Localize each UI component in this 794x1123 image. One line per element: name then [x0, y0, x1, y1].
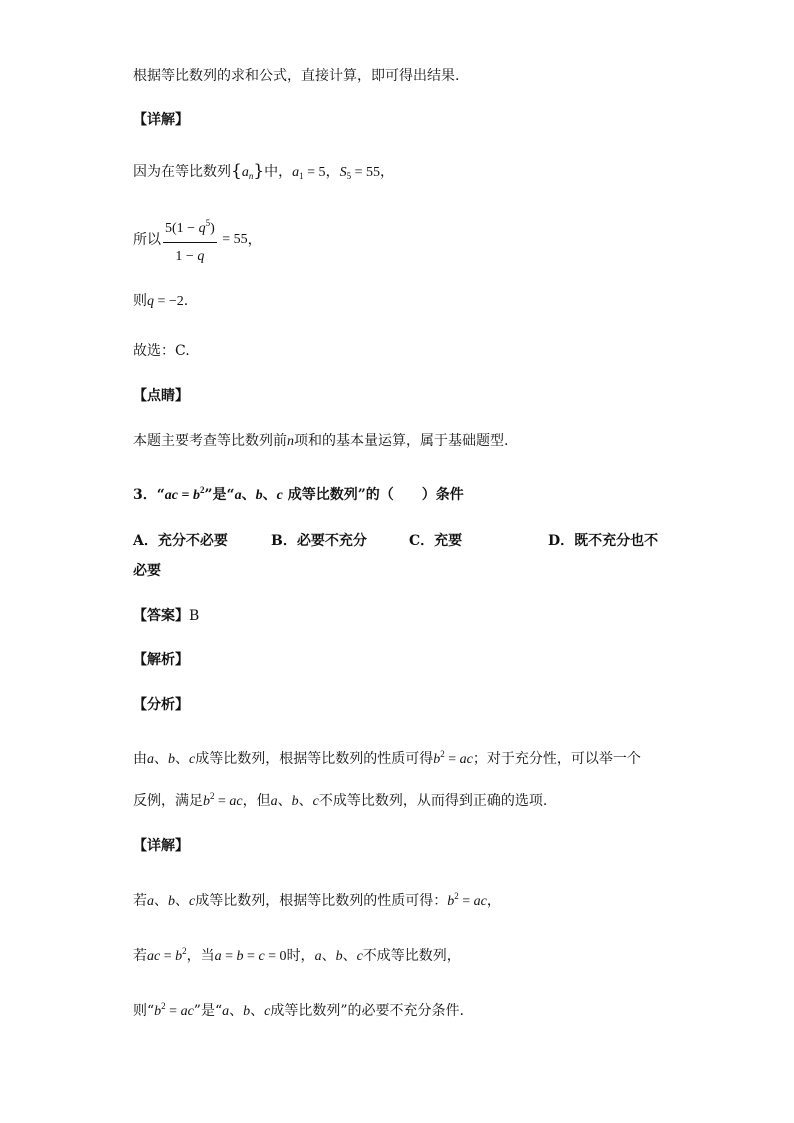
- option-d: D．既不充分也不: [548, 533, 659, 549]
- result-q-line: 则q = −2.: [133, 293, 189, 309]
- option-a: A．充分不必要: [133, 533, 228, 549]
- question-3-stem: 3．“ac = $b^2$”是“a、b、c 成等比数列”的（ ）条件: [133, 485, 464, 503]
- option-c: C．充要: [409, 533, 463, 549]
- fraction-equation-line: 所以 $\frac{5(1 - q^5)}{1 - q}$ = 55，: [133, 212, 262, 268]
- detail-line-1: 若a、b、c成等比数列，根据等比数列的性质可得：$b^2$ = ac，: [133, 891, 501, 909]
- solution-hint-line: 根据等比数列的求和公式，直接计算，即可得出结果.: [133, 68, 460, 84]
- detail-line-3: 则“$b^2$ = ac”是“a、b、c成等比数列”的必要不充分条件.: [133, 1001, 464, 1019]
- option-b: B．必要不充分: [271, 533, 367, 549]
- detail-line-2: 若ac = $b^2$，当a = b = c = 0时，a、b、c不成等比数列，: [133, 946, 461, 964]
- analysis-heading: 【解析】: [133, 652, 189, 668]
- comment-heading: 【点睛】: [133, 388, 189, 404]
- option-d-continued: 必要: [133, 563, 161, 579]
- left-brace: {: [231, 161, 242, 181]
- answer-line: 【答案】B: [133, 608, 200, 624]
- detail-heading-1: 【详解】: [133, 112, 189, 128]
- analysis-line-1: 由a、b、c成等比数列，根据等比数列的性质可得$b^2$ = ac；对于充分性，可以举一个: [133, 749, 641, 767]
- analysis-line-2: 反例，满足$b^2$ = ac，但a、b、c不成等比数列，从而得到正确的选项.: [133, 791, 548, 809]
- sum-formula-fraction: $\frac{5(1 - q^5)}{1 - q}$: [163, 212, 217, 268]
- choice-line: 故选：C.: [133, 343, 190, 359]
- comment-line: 本题主要考查等比数列前n项和的基本量运算，属于基础题型.: [133, 433, 509, 449]
- detail-heading-2: 【详解】: [133, 838, 189, 854]
- sequence-given-line: 因为在等比数列$\{a_n\}$中，$a_1 = 5$，$S_5 = 55$，: [133, 161, 394, 181]
- right-brace: }: [253, 161, 265, 181]
- analyze-heading: 【分析】: [133, 697, 189, 713]
